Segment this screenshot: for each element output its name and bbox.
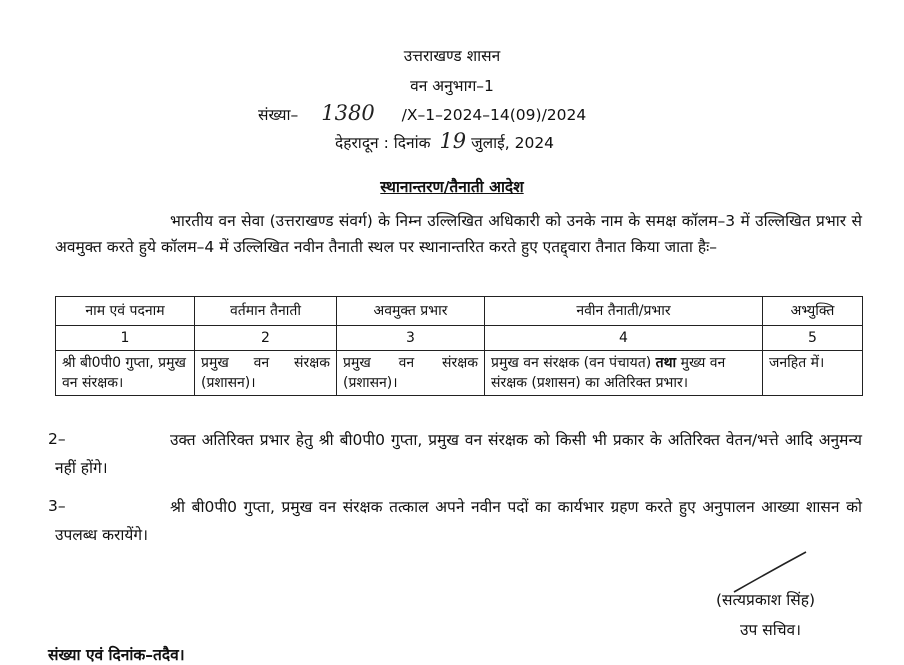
table-number-row [56, 326, 863, 351]
order-number-handwritten: 1380 [321, 101, 375, 125]
intro-paragraph: भारतीय वन सेवा (उत्तराखण्ड संवर्ग) के निम्न उल्लिखित अधिकारी को उनके नाम के समक्ष कॉलम–3 में उल्लिखित प्रभार से अवमुक्त करते हुये कॉलम–4 में उल्लिखित नवीन तैनाती स्थल पर स्थानान्तरित करते हुए एतद्द्वारा तैनात किया जाता हैः– [55, 212, 862, 256]
column-number: 5 [763, 326, 863, 351]
table-header: नाम एवं पदनाम [56, 297, 195, 326]
order-number [258, 103, 586, 125]
footer-reference: संख्या एवं दिनांक–तदैव। [48, 646, 185, 664]
table-header: अभ्युक्ति [763, 297, 863, 326]
transfer-table [55, 296, 863, 396]
table-row [56, 351, 863, 396]
para2-number: 2– [48, 430, 66, 448]
section-heading: वन अनुभाग–1 [410, 77, 494, 95]
date-handwritten: 19 [439, 129, 467, 153]
place-date-label: देहरादून : दिनांक [335, 134, 431, 152]
column-number: 3 [337, 326, 485, 351]
para3-number: 3– [48, 497, 66, 515]
remarks-cell: जनहित में। [763, 351, 863, 396]
order-number-ref: /X–1–2024–14(09)/2024 [401, 106, 587, 124]
officer-name-cell: श्री बी0पी0 गुप्ता, प्रमुख वन संरक्षक। [56, 351, 195, 396]
govt-heading: उत्तराखण्ड शासन [403, 47, 501, 65]
table-header: अवमुक्त प्रभार [337, 297, 485, 326]
signatory-name: (सत्यप्रकाश सिंह) [716, 591, 815, 609]
table-header: नवीन तैनाती/प्रभार [485, 297, 763, 326]
new-posting-conjunction: तथा [655, 355, 677, 371]
order-number-label: संख्या– [258, 106, 299, 124]
new-posting-additional: मुख्य वन संरक्षक (प्रशासन) का अतिरिक्त प्रभार। [491, 355, 726, 391]
relieved-charge-cell: प्रमुख वन संरक्षक (प्रशासन)। [337, 351, 485, 396]
new-posting-cell [485, 351, 763, 396]
para3-text: श्री बी0पी0 गुप्ता, प्रमुख वन संरक्षक तत्काल अपने नवीन पदों का कार्यभार ग्रहण करते हुए अनुपालन आख्या शासन को उपलब्ध करायेंगे। [55, 498, 862, 544]
table-header: वर्तमान तैनाती [195, 297, 337, 326]
column-number: 4 [485, 326, 763, 351]
column-number: 2 [195, 326, 337, 351]
order-title: स्थानान्तरण/तैनाती आदेश [380, 178, 524, 196]
signatory-designation: उप सचिव। [740, 621, 802, 639]
column-number: 1 [56, 326, 195, 351]
para2-text: उक्त अतिरिक्त प्रभार हेतु श्री बी0पी0 गुप्ता, प्रमुख वन संरक्षक को किसी भी प्रकार के अतिरिक्त वेतन/भत्ते आदि अनुमन्य नहीं होंगे। [55, 431, 862, 477]
table-header-row [56, 297, 863, 326]
current-posting-cell: प्रमुख वन संरक्षक (प्रशासन)। [195, 351, 337, 396]
date-rest: जुलाई, 2024 [471, 134, 555, 152]
place-date [335, 131, 554, 153]
new-posting-primary: प्रमुख वन संरक्षक (वन पंचायत) [491, 355, 652, 371]
